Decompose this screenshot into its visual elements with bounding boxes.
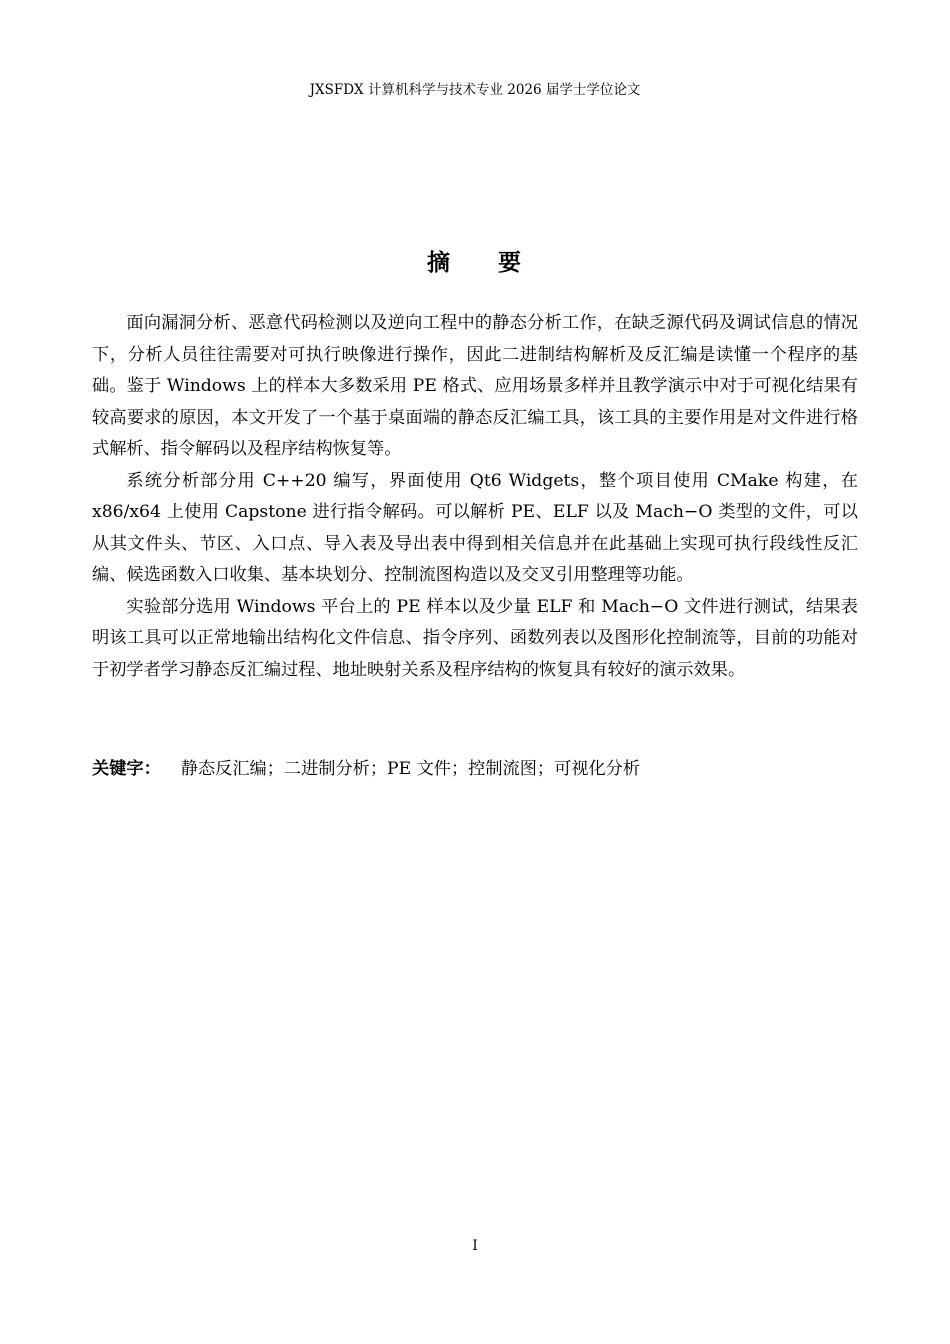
keywords-line: [92, 754, 858, 785]
abstract-title-char-1: 摘: [427, 250, 452, 276]
page-header: JXSFDX 计算机科学与技术专业 2026 届学士学位论文: [309, 82, 641, 98]
keywords-text: 静态反汇编；二进制分析；PE 文件；控制流图；可视化分析: [180, 759, 641, 779]
abstract-title: [0, 244, 950, 277]
keywords-label: 关键字：: [92, 759, 161, 779]
abstract-paragraph-1: 面向漏洞分析、恶意代码检测以及逆向工程中的静态分析工作，在缺乏源代码及调试信息的情况下，分析人员往往需要对可执行映像进行操作，因此二进制结构解析及反汇编是读懂一个程序的基础。鉴于 Windows 上的样本大多数采用 PE 格式、应用场景多样并且教学演示中对于可视化结果有较高要求的原因，本文开发了一个基于桌面端的静态反汇编工具，该工具的主要作用是对文件进行格式解析、指令解码以及程序结构恢复等。: [92, 313, 858, 459]
abstract-body: [92, 308, 858, 686]
abstract-title-char-2: 要: [498, 250, 523, 276]
abstract-paragraph-3: 实验部分选用 Windows 平台上的 PE 样本以及少量 ELF 和 Mach−O 文件进行测试，结果表明该工具可以正常地输出结构化文件信息、指令序列、函数列表以及图形化控制流等，目前的功能对于初学者学习静态反汇编过程、地址映射关系及程序结构的恢复具有较好的演示效果。: [92, 596, 858, 680]
page-number: I: [472, 1238, 478, 1254]
abstract-paragraph-2: 系统分析部分用 C++20 编写，界面使用 Qt6 Widgets，整个项目使用 CMake 构建，在 x86/x64 上使用 Capstone 进行指令解码。可以解析 PE、ELF 以及 Mach−O 类型的文件，可以从其文件头、节区、入口点、导入表及导出表中得到相关信息并在此基础上实现可执行段线性反汇编、候选函数入口收集、基本块划分、控制流图构造以及交叉引用整理等功能。: [92, 470, 858, 585]
